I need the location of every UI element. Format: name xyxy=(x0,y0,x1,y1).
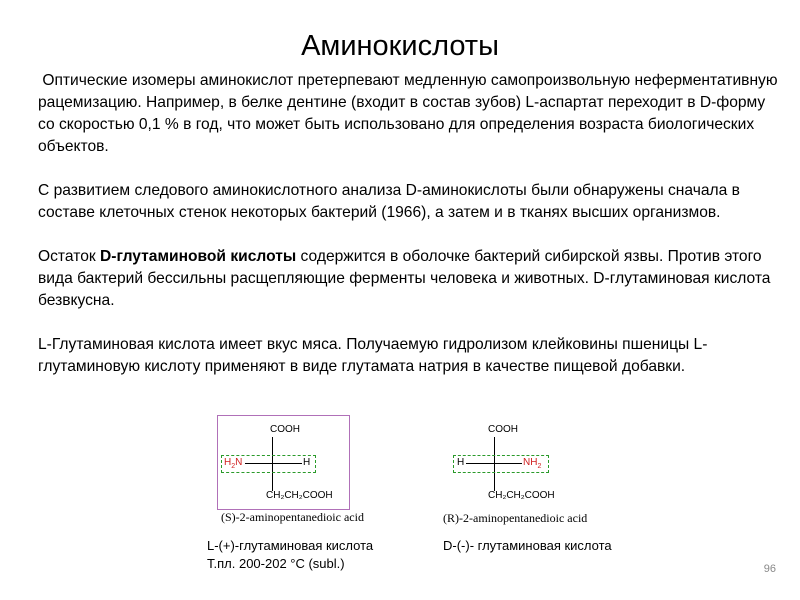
l-caption: (S)-2-aminopentanedioic acid xyxy=(221,510,364,524)
r-left-h: H xyxy=(457,457,465,468)
page-number: 96 xyxy=(763,563,776,575)
r-caption: (R)-2-aminopentanedioic acid xyxy=(443,511,588,525)
l-amino-h: H xyxy=(224,457,232,468)
r-amino-group xyxy=(523,457,541,470)
l-top-group: COOH xyxy=(270,424,300,435)
body-text xyxy=(38,70,782,400)
l-amino-sub: 2 xyxy=(231,463,236,470)
r-bottom-group: CH₂CH₂COOH xyxy=(488,490,555,501)
p3-post: содержится в оболочке бактерий сибирской язвы. Против этого вида бактерий бессильны расщепляющие ферменты человека и животных. D-глутаминовая кислота безвкусна. xyxy=(38,248,771,309)
r-amino-sub: 2 xyxy=(537,463,542,470)
slide-title: Аминокислоты xyxy=(301,30,499,62)
paragraph-2: С развитием следового аминокислотного анализа D-аминокислоты были обнаружены сначала в составе клеточных стенок некоторых бактерий (1966), а затем и в тканях высших организмов. xyxy=(38,182,740,221)
l-right-h: H xyxy=(303,457,311,468)
r-horizontal-bond xyxy=(466,463,522,464)
r-amino-nh: NH xyxy=(523,457,538,468)
r-top-group: COOH xyxy=(488,424,518,435)
p3-pre: Остаток xyxy=(38,248,101,265)
r-label: D-(-)- глутаминовая кислота xyxy=(443,538,612,553)
p3-bold: D-глутаминовой кислоты xyxy=(100,248,297,265)
l-melting-point: Т.пл. 200-202 °C (subl.) xyxy=(207,556,345,571)
l-bottom-group: CH₂CH₂COOH xyxy=(266,490,333,501)
l-amino-group xyxy=(224,457,242,470)
l-label: L-(+)-глутаминовая кислота xyxy=(207,538,374,553)
l-amino-n: N xyxy=(235,457,243,468)
paragraph-3 xyxy=(38,246,778,312)
l-horizontal-bond xyxy=(245,463,302,464)
paragraph-4: L-Глутаминовая кислота имеет вкус мяса. Получаемую гидролизом клейковины пшеницы L-глутаминовую кислоту применяют в виде глутамата натрия в качестве пищевой добавки. xyxy=(38,336,708,375)
paragraph-1: Оптические изомеры аминокислот претерпевают медленную самопроизвольную неферментативную рацемизацию. Например, в белке дентине (входит в состав зубов) L-аспартат переходит в D-форму со скоростью 0,1 % в год, что может быть использовано для определения возраста биологических объектов. xyxy=(38,72,782,155)
